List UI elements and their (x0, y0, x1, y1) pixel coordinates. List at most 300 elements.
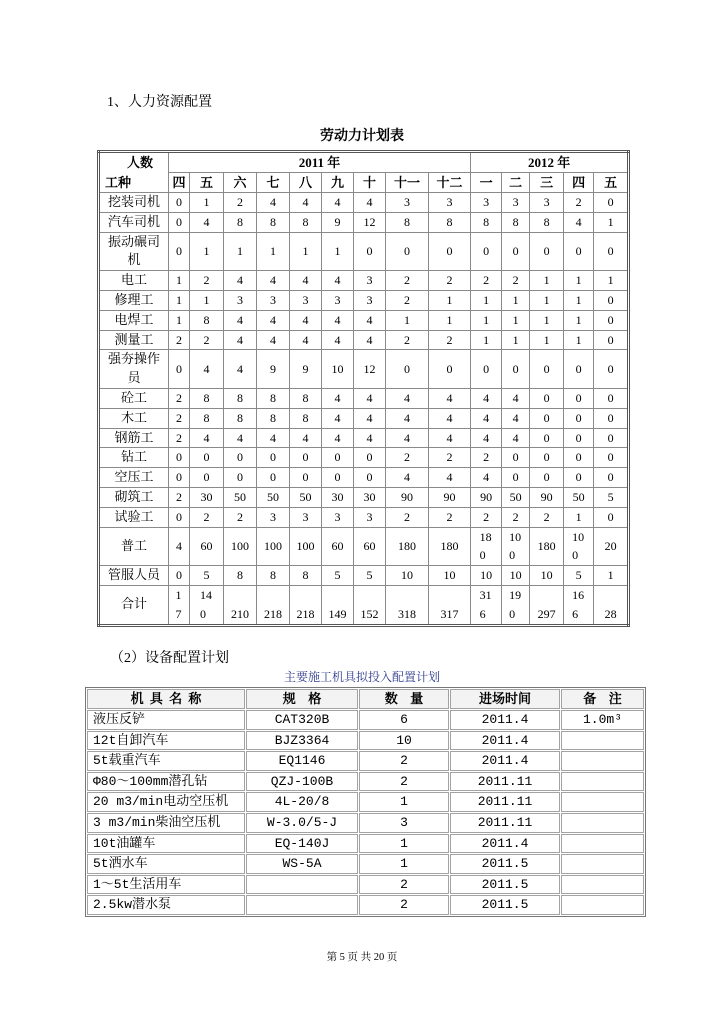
headcount-value: 180 (398, 538, 416, 553)
headcount-value: 0 (237, 450, 243, 465)
headcount-cell (429, 271, 471, 291)
headcount-value: 0 (366, 243, 373, 258)
headcount-cell (594, 212, 629, 232)
equipment-remark-cell (561, 813, 644, 833)
headcount-cell (224, 330, 257, 350)
headcount-value: 180 (537, 538, 556, 553)
equipment-row (87, 792, 644, 812)
headcount-cell (354, 232, 386, 271)
equipment-quantity-cell: 6 (359, 710, 449, 730)
headcount-cell (429, 527, 471, 566)
headcount-value: 0 (237, 470, 243, 485)
labor-plan-table (97, 150, 630, 627)
headcount-cell (257, 310, 290, 330)
equipment-remark-cell (561, 854, 644, 874)
trade-cell (99, 350, 169, 389)
headcount-cell (502, 428, 530, 448)
trade-cell (99, 388, 169, 408)
headcount-value: 4 (237, 361, 243, 376)
headcount-cell (502, 527, 530, 566)
headcount-cell (530, 193, 564, 213)
equipment-remark-cell (561, 834, 644, 854)
headcount-value: 8 (270, 390, 276, 405)
headcount-value: 8 (237, 390, 243, 405)
headcount-cell (386, 350, 429, 389)
headcount-cell (471, 428, 502, 448)
headcount-cell (290, 388, 322, 408)
equipment-arrival-cell: 2011.11 (450, 772, 560, 792)
headcount-cell (471, 330, 502, 350)
headcount-cell (386, 310, 429, 330)
trade-name: 钻工 (120, 449, 147, 465)
headcount-value: 4 (334, 390, 341, 405)
headcount-cell (290, 468, 322, 488)
headcount-cell (594, 408, 629, 428)
headcount-cell (169, 330, 190, 350)
headcount-cell (257, 232, 290, 271)
labor-row (99, 388, 629, 408)
headcount-cell (429, 388, 471, 408)
headcount-value: 0 (176, 509, 182, 524)
headcount-cell (190, 271, 224, 291)
headcount-value: 140 (200, 587, 212, 621)
headcount-cell (594, 448, 629, 468)
headcount-value: 1 (176, 312, 182, 327)
headcount-cell (594, 290, 629, 310)
headcount-cell (354, 310, 386, 330)
headcount-cell (530, 428, 564, 448)
headcount-value: 2 (446, 332, 453, 347)
equipment-name-cell: 液压反铲 (87, 710, 245, 730)
headcount-value: 2 (176, 332, 182, 347)
headcount-cell (564, 566, 594, 586)
headcount-cell (530, 232, 564, 271)
trade-cell (99, 408, 169, 428)
labor-row (99, 487, 629, 507)
headcount-cell (190, 193, 224, 213)
equipment-name-cell: 3 m3/min柴油空压机 (87, 813, 245, 833)
headcount-cell (429, 507, 471, 527)
headcount-value: 3 (334, 509, 341, 524)
headcount-cell (471, 585, 502, 625)
headcount-value: 4 (302, 195, 309, 209)
headcount-cell (471, 350, 502, 389)
headcount-cell (354, 330, 386, 350)
headcount-cell (224, 212, 257, 232)
headcount-cell (224, 487, 257, 507)
headcount-cell (354, 448, 386, 468)
headcount-cell (386, 388, 429, 408)
headcount-cell (502, 232, 530, 271)
headcount-value: 149 (328, 606, 347, 621)
labor-row (99, 585, 629, 625)
headcount-value: 4 (270, 332, 276, 347)
trade-name: 电焊工 (114, 311, 154, 327)
headcount-cell (594, 330, 629, 350)
equipment-row (87, 751, 644, 771)
headcount-cell (322, 566, 354, 586)
equipment-table-body (87, 710, 644, 915)
trade-cell (99, 507, 169, 527)
headcount-cell (322, 310, 354, 330)
headcount-value: 2 (203, 509, 210, 524)
headcount-cell (354, 193, 386, 213)
headcount-value: 0 (575, 390, 582, 405)
headcount-value: 8 (237, 568, 243, 583)
headcount-value: 4 (270, 195, 276, 209)
headcount-value: 0 (543, 450, 550, 465)
headcount-value: 1 (575, 509, 582, 524)
headcount-value: 17 (175, 587, 182, 621)
headcount-value: 8 (270, 214, 276, 229)
headcount-value: 5 (203, 568, 210, 583)
headcount-cell (530, 468, 564, 488)
headcount-cell (169, 271, 190, 291)
headcount-value: 0 (302, 470, 309, 485)
headcount-cell (471, 232, 502, 271)
headcount-value: 4 (483, 430, 490, 445)
headcount-value: 8 (446, 214, 453, 229)
headcount-value: 4 (302, 430, 309, 445)
headcount-cell (257, 507, 290, 527)
headcount-value: 1 (483, 292, 490, 307)
headcount-cell (190, 507, 224, 527)
headcount-value: 8 (237, 214, 243, 229)
headcount-cell (530, 585, 564, 625)
headcount-value: 4 (483, 410, 490, 425)
headcount-value: 90 (540, 489, 553, 504)
headcount-value: 3 (483, 195, 490, 209)
headcount-value: 4 (483, 470, 490, 485)
headcount-cell (564, 388, 594, 408)
headcount-cell (564, 350, 594, 389)
trade-cell (99, 232, 169, 271)
headcount-value: 0 (483, 243, 490, 258)
equipment-remark-cell (561, 772, 644, 792)
headcount-value: 0 (203, 450, 210, 465)
equipment-name-cell: 20 m3/min电动空压机 (87, 792, 245, 812)
equipment-row (87, 731, 644, 751)
headcount-cell (594, 527, 629, 566)
headcount-value: 318 (398, 606, 416, 621)
headcount-cell (169, 507, 190, 527)
headcount-value: 0 (543, 243, 550, 258)
headcount-value: 9 (302, 361, 309, 376)
headcount-cell (530, 527, 564, 566)
equipment-quantity-cell: 2 (359, 895, 449, 915)
trade-name: 合计 (120, 596, 147, 612)
headcount-value: 3 (270, 292, 276, 307)
section-heading-labor: 1、人力资源配置 (107, 95, 212, 110)
headcount-value: 90 (401, 489, 413, 504)
headcount-cell (594, 310, 629, 330)
headcount-value: 0 (607, 470, 614, 485)
headcount-cell (354, 290, 386, 310)
headcount-cell (502, 585, 530, 625)
headcount-value: 4 (575, 214, 582, 229)
headcount-cell (471, 487, 502, 507)
headcount-cell (290, 193, 322, 213)
headcount-value: 8 (203, 390, 210, 405)
headcount-value: 0 (607, 509, 614, 524)
headcount-cell (471, 527, 502, 566)
headcount-cell (471, 408, 502, 428)
trade-cell (99, 566, 169, 586)
headcount-value: 218 (296, 606, 315, 621)
equipment-row (87, 834, 644, 854)
headcount-cell (169, 428, 190, 448)
headcount-cell (429, 487, 471, 507)
headcount-value: 4 (446, 390, 453, 405)
headcount-cell (354, 468, 386, 488)
headcount-cell (354, 350, 386, 389)
headcount-value: 2 (404, 450, 410, 465)
equipment-quantity-cell: 3 (359, 813, 449, 833)
trade-name: 钢筋工 (114, 429, 154, 445)
headcount-cell (502, 290, 530, 310)
headcount-value: 0 (512, 243, 519, 258)
headcount-cell (564, 310, 594, 330)
headcount-cell (386, 330, 429, 350)
headcount-value: 180 (440, 538, 459, 553)
headcount-cell (530, 212, 564, 232)
headcount-cell (386, 290, 429, 310)
headcount-cell (290, 448, 322, 468)
headcount-value: 60 (331, 538, 344, 553)
headcount-value: 100 (231, 538, 249, 553)
headcount-value: 1 (512, 332, 519, 347)
headcount-value: 4 (446, 470, 453, 485)
headcount-cell (290, 271, 322, 291)
headcount-cell (530, 330, 564, 350)
headcount-value: 0 (607, 332, 614, 347)
header-remark: 备 注 (561, 689, 644, 709)
headcount-value: 8 (203, 410, 210, 425)
headcount-value: 0 (176, 450, 182, 465)
headcount-cell (224, 585, 257, 625)
headcount-value: 166 (572, 587, 585, 621)
headcount-cell (190, 585, 224, 625)
equipment-name-cell: 5t载重汽车 (87, 751, 245, 771)
equipment-name-cell: 12t自卸汽车 (87, 731, 245, 751)
headcount-cell (530, 566, 564, 586)
equipment-row (87, 854, 644, 874)
headcount-value: 0 (512, 450, 519, 465)
headcount-value: 2 (404, 273, 410, 288)
headcount-value: 4 (302, 312, 309, 327)
headcount-value: 8 (270, 410, 276, 425)
headcount-cell (594, 487, 629, 507)
equipment-arrival-cell: 2011.11 (450, 792, 560, 812)
headcount-cell (354, 527, 386, 566)
headcount-value: 4 (366, 195, 373, 209)
headcount-value: 0 (607, 450, 614, 465)
headcount-cell (502, 468, 530, 488)
labor-row (99, 271, 629, 291)
headcount-value: 1 (176, 292, 182, 307)
headcount-value: 60 (200, 538, 213, 553)
headcount-cell (502, 448, 530, 468)
headcount-value: 0 (446, 361, 453, 376)
labor-row (99, 566, 629, 586)
headcount-value: 317 (440, 606, 459, 621)
month-header: 七 (257, 173, 290, 193)
month-header: 八 (290, 173, 322, 193)
headcount-cell (471, 271, 502, 291)
headcount-value: 1 (543, 312, 550, 327)
headcount-cell (290, 290, 322, 310)
equipment-arrival-cell: 2011.5 (450, 854, 560, 874)
headcount-value: 0 (575, 361, 582, 376)
headcount-cell (429, 408, 471, 428)
headcount-cell (190, 428, 224, 448)
headcount-value: 0 (512, 361, 519, 376)
year-header: 2011 年 (169, 152, 471, 173)
headcount-value: 2 (512, 273, 519, 288)
headcount-cell (386, 212, 429, 232)
headcount-cell (354, 271, 386, 291)
trade-name: 电工 (120, 272, 147, 288)
headcount-cell (290, 487, 322, 507)
headcount-value: 5 (575, 568, 582, 583)
headcount-value: 0 (404, 243, 410, 258)
headcount-value: 0 (607, 390, 614, 405)
headcount-value: 1 (446, 312, 453, 327)
equipment-row (87, 895, 644, 915)
headcount-cell (257, 193, 290, 213)
headcount-cell (224, 408, 257, 428)
headcount-value: 0 (176, 361, 182, 376)
headcount-cell (564, 468, 594, 488)
headcount-value: 0 (607, 312, 614, 327)
headcount-cell (471, 388, 502, 408)
headcount-value: 0 (203, 470, 210, 485)
headcount-value: 1 (607, 568, 614, 583)
headcount-cell (190, 408, 224, 428)
headcount-value: 50 (267, 489, 279, 504)
labor-row (99, 290, 629, 310)
headcount-cell (322, 193, 354, 213)
headcount-value: 316 (479, 587, 492, 621)
headcount-value: 30 (363, 489, 376, 504)
headcount-value: 0 (404, 361, 410, 376)
equipment-model-cell: CAT320B (246, 710, 358, 730)
headcount-cell (471, 468, 502, 488)
headcount-value: 2 (483, 509, 490, 524)
headcount-cell (224, 193, 257, 213)
headcount-value: 2 (176, 489, 182, 504)
headcount-value: 4 (366, 430, 373, 445)
headcount-value: 50 (509, 489, 522, 504)
headcount-cell (290, 330, 322, 350)
headcount-cell (594, 388, 629, 408)
header-arrival-time: 进场时间 (450, 689, 560, 709)
headcount-cell (471, 507, 502, 527)
headcount-cell (322, 330, 354, 350)
headcount-cell (530, 507, 564, 527)
headcount-value: 2 (237, 509, 243, 524)
headcount-value: 2 (404, 509, 410, 524)
trade-name: 普工 (120, 537, 147, 553)
headcount-value: 4 (237, 430, 243, 445)
headcount-cell (290, 408, 322, 428)
month-header: 四 (564, 173, 594, 193)
headcount-cell (530, 290, 564, 310)
headcount-value: 8 (203, 312, 210, 327)
headcount-cell (190, 566, 224, 586)
headcount-value: 3 (512, 195, 519, 209)
labor-row (99, 330, 629, 350)
headcount-value: 0 (176, 470, 182, 485)
headcount-cell (322, 585, 354, 625)
month-header: 十一 (386, 173, 429, 193)
headcount-value: 4 (203, 430, 210, 445)
headcount-cell (429, 290, 471, 310)
headcount-cell (502, 330, 530, 350)
equipment-remark-cell (561, 792, 644, 812)
trade-name: 修理工 (114, 291, 154, 307)
headcount-cell (257, 487, 290, 507)
headcount-value: 1 (575, 332, 582, 347)
headcount-cell (502, 487, 530, 507)
headcount-value: 1 (512, 312, 519, 327)
headcount-value: 0 (366, 450, 373, 465)
headcount-cell (564, 507, 594, 527)
trade-cell (99, 271, 169, 291)
headcount-cell (594, 507, 629, 527)
headcount-cell (290, 428, 322, 448)
headcount-value: 4 (483, 390, 490, 405)
headcount-cell (224, 388, 257, 408)
headcount-cell (594, 232, 629, 271)
headcount-cell (190, 487, 224, 507)
headcount-cell (429, 448, 471, 468)
trade-name: 木工 (120, 409, 147, 425)
headcount-value: 8 (302, 390, 309, 405)
headcount-value: 5 (334, 568, 341, 583)
headcount-cell (290, 585, 322, 625)
headcount-cell (322, 290, 354, 310)
headcount-value: 1 (270, 243, 276, 258)
month-header: 一 (471, 173, 502, 193)
corner-header-trade-label: 工种 (105, 175, 132, 190)
headcount-cell (257, 330, 290, 350)
labor-row (99, 527, 629, 566)
trade-cell (99, 310, 169, 330)
trade-cell (99, 212, 169, 232)
headcount-cell (594, 193, 629, 213)
month-header: 三 (530, 173, 564, 193)
headcount-cell (190, 310, 224, 330)
headcount-value: 10 (331, 361, 344, 376)
trade-name: 试验工 (114, 508, 154, 524)
labor-table-title: 劳动力计划表 (320, 129, 404, 144)
headcount-cell (290, 566, 322, 586)
headcount-cell (169, 566, 190, 586)
trade-cell (99, 193, 169, 213)
headcount-cell (386, 408, 429, 428)
headcount-cell (502, 193, 530, 213)
headcount-cell (564, 448, 594, 468)
headcount-value: 4 (366, 332, 373, 347)
equipment-quantity-cell: 10 (359, 731, 449, 751)
corner-header-count-label: 人数 (127, 155, 154, 170)
headcount-cell (257, 527, 290, 566)
headcount-value: 10 (401, 568, 413, 583)
headcount-value: 4 (446, 410, 453, 425)
headcount-value: 1 (404, 312, 410, 327)
headcount-value: 218 (264, 606, 282, 621)
